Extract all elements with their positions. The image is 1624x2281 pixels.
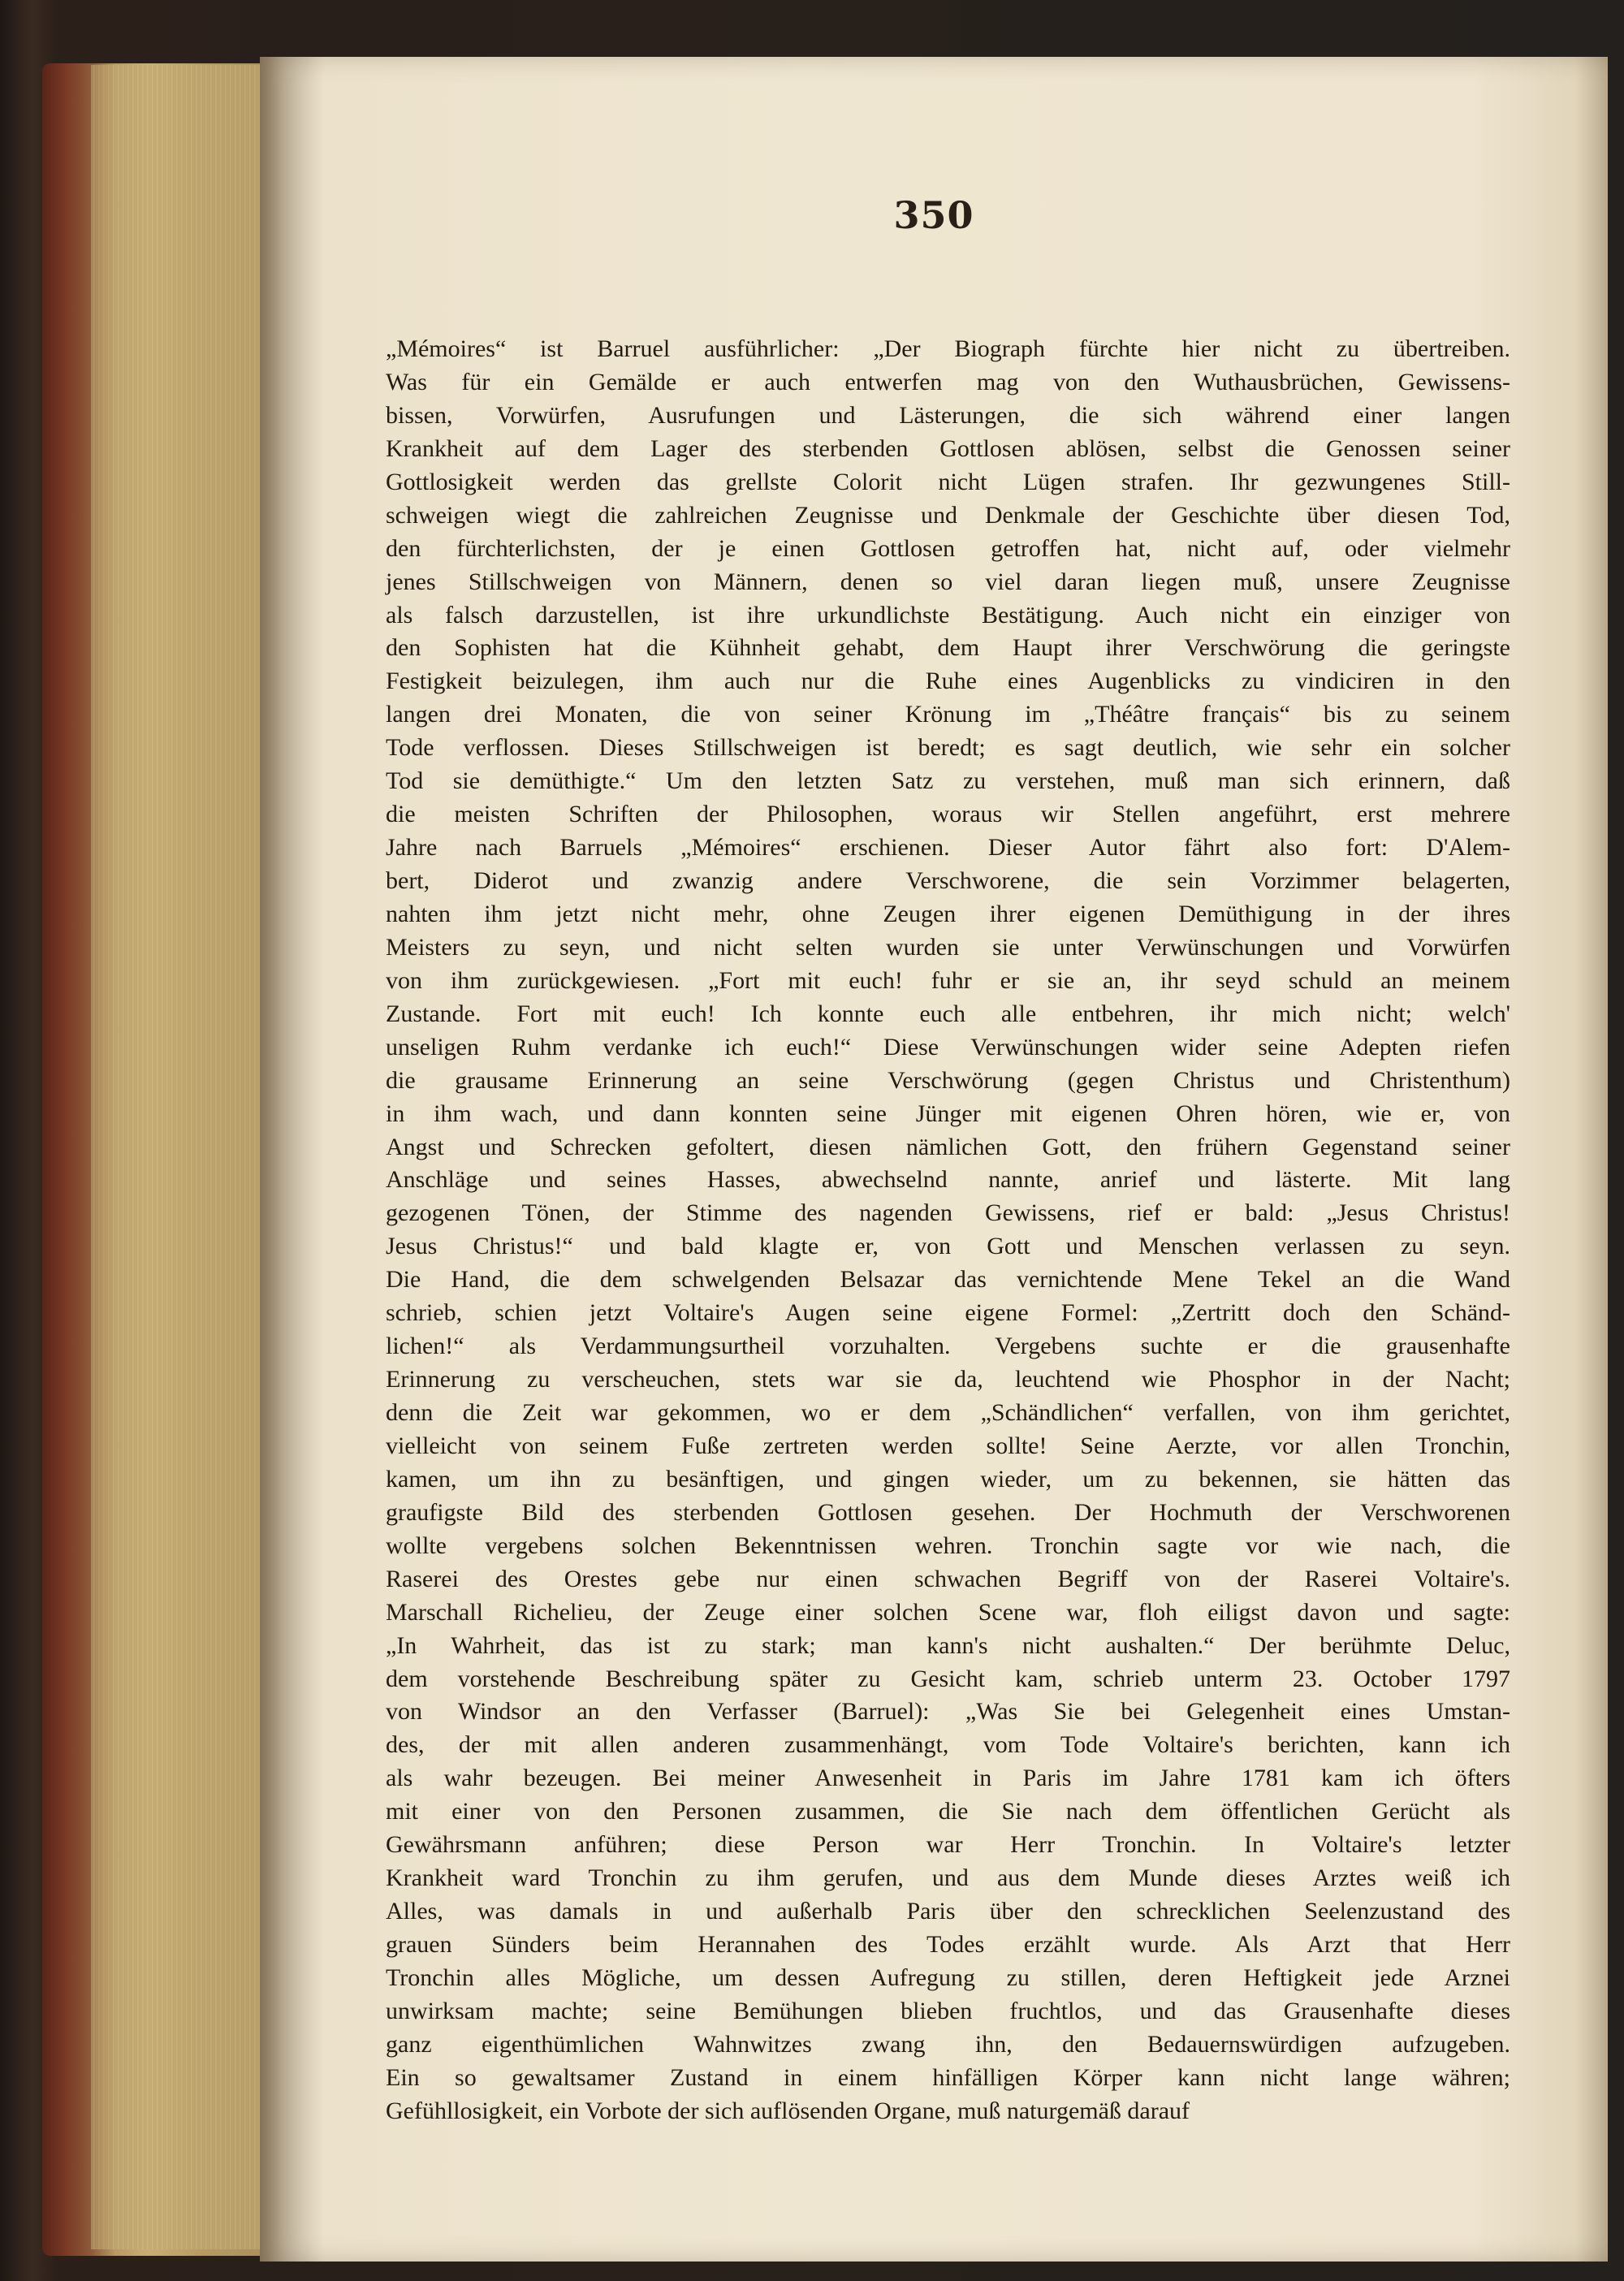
text-line: unwirksam machte; seine Bemühungen blieben fruchtlos, und das Grausenhafte dieses xyxy=(386,1997,1510,2024)
text-line: Gewährsmann anführen; diese Person war Herr Tronchin. In Voltaire's letzter xyxy=(386,1831,1510,1859)
text-line: grauen Sünders beim Herannahen des Todes erzählt wurde. Als Arzt that Herr xyxy=(386,1931,1510,1958)
text-line: Tronchin alles Mögliche, um dessen Aufregung zu stillen, deren Heftigkeit jede Arznei xyxy=(386,1963,1510,1991)
text-line: Tode verflossen. Dieses Stillschweigen ist beredt; es sagt deutlich, wie sehr ein solcher xyxy=(386,734,1510,762)
spine-shadow xyxy=(260,57,325,2262)
text-line: Was für ein Gemälde er auch entwerfen mag von den Wuthausbrüchen, Gewissens- xyxy=(386,368,1510,395)
text-line: Festigkeit beizulegen, ihm auch nur die Ruhe eines Augenblicks zu vindiciren in den xyxy=(386,667,1510,695)
text-line: Alles, was damals in und außerhalb Paris über den schrecklichen Seelenzustand des xyxy=(386,1898,1510,1925)
text-line: Erinnerung zu verscheuchen, stets war sie da, leuchtend wie Phosphor in der Nacht; xyxy=(386,1366,1510,1393)
text-line: Jesus Christus!“ und bald klagte er, von Gott und Menschen verlassen zu seyn. xyxy=(386,1233,1510,1260)
text-line: nahten ihm jetzt nicht mehr, ohne Zeugen ihrer eigenen Demüthigung in der ihres xyxy=(386,900,1510,927)
text-line: Ein so gewaltsamer Zustand in einem hinfälligen Körper kann nicht lange währen; xyxy=(386,2063,1510,2091)
text-line: von ihm zurückgewiesen. „Fort mit euch! fuhr er sie an, ihr seyd schuld an meinem xyxy=(386,966,1510,994)
text-line: Krankheit ward Tronchin zu ihm gerufen, und aus dem Munde dieses Arztes weiß ich xyxy=(386,1864,1510,1892)
text-line: den fürchterlichsten, der je einen Gottlosen getroffen hat, nicht auf, oder vielmehr xyxy=(386,534,1510,562)
page-edges xyxy=(91,65,278,2249)
page-right-edge xyxy=(1575,57,1608,2262)
page-number: 350 xyxy=(893,193,974,237)
text-line: „In Wahrheit, das ist zu stark; man kann's nicht aushalten.“ Der berühmte Deluc, xyxy=(386,1631,1510,1659)
book-page xyxy=(260,57,1608,2262)
text-line: Anschläge und seines Hasses, abwechselnd nannte, anrief und lästerte. Mit lang xyxy=(386,1166,1510,1194)
text-line: Zustande. Fort mit euch! Ich konnte euch alle entbehren, ihr mich nicht; welch' xyxy=(386,1000,1510,1027)
text-line: denn die Zeit war gekommen, wo er dem „Schändlichen“ verfallen, von ihm gerichtet, xyxy=(386,1399,1510,1426)
text-line: Gefühllosigkeit, ein Vorbote der sich auflösenden Organe, muß naturgemäß darauf xyxy=(386,2097,1190,2124)
text-line: „Mémoires“ ist Barruel ausführlicher: „Der Biograph fürchte hier nicht zu übertreiben. xyxy=(386,335,1510,362)
text-line: lichen!“ als Verdammungsurtheil vorzuhalten. Vergebens suchte er die grausenhafte xyxy=(386,1333,1510,1360)
text-line: jenes Stillschweigen von Männern, denen so viel daran liegen muß, unsere Zeugnisse xyxy=(386,568,1510,595)
text-line: gezogenen Tönen, der Stimme des nagenden Gewissens, rief er bald: „Jesus Christus! xyxy=(386,1199,1510,1227)
text-line: die meisten Schriften der Philosophen, woraus wir Stellen angeführt, erst mehrere xyxy=(386,801,1510,828)
text-line: kamen, um ihn zu besänftigen, und gingen wieder, um zu bekennen, sie hätten das xyxy=(386,1465,1510,1493)
text-line: mit einer von den Personen zusammen, die Sie nach dem öffentlichen Gerücht als xyxy=(386,1798,1510,1825)
text-line: von Windsor an den Verfasser (Barruel): „Was Sie bei Gelegenheit eines Umstan- xyxy=(386,1698,1510,1726)
text-line: Meisters zu seyn, und nicht selten wurden sie unter Verwünschungen und Vorwürfen xyxy=(386,933,1510,961)
text-line: Marschall Richelieu, der Zeuge einer solchen Scene war, floh eiligst davon und sagte: xyxy=(386,1598,1510,1626)
text-line: dem vorstehende Beschreibung später zu Gesicht kam, schrieb unterm 23. October 1797 xyxy=(386,1665,1510,1692)
text-line: als falsch darzustellen, ist ihre urkundlichste Bestätigung. Auch nicht ein einziger von xyxy=(386,601,1510,629)
text-line: Die Hand, die dem schwelgenden Belsazar das vernichtende Mene Tekel an die Wand xyxy=(386,1266,1510,1294)
text-line: in ihm wach, und dann konnten seine Jünger mit eigenen Ohren hören, wie er, von xyxy=(386,1099,1510,1127)
text-line: wollte vergebens solchen Bekenntnissen wehren. Tronchin sagte vor wie nach, die xyxy=(386,1531,1510,1559)
text-line: Gottlosigkeit werden das grellste Colorit nicht Lügen strafen. Ihr gezwungenes Still- xyxy=(386,468,1510,495)
text-line: den Sophisten hat die Kühnheit gehabt, dem Haupt ihrer Verschwörung die geringste xyxy=(386,634,1510,662)
text-line: ganz eigenthümlichen Wahnwitzes zwang ihn, den Bedauernswürdigen aufzugeben. xyxy=(386,2030,1510,2058)
text-line: Raserei des Orestes gebe nur einen schwachen Begriff von der Raserei Voltaire's. xyxy=(386,1565,1510,1592)
body-text xyxy=(386,333,1510,2128)
text-line: Tod sie demüthigte.“ Um den letzten Satz zu verstehen, muß man sich erinnern, daß xyxy=(386,767,1510,795)
text-line: bert, Diderot und zwanzig andere Verschworene, die sein Vorzimmer belagerten, xyxy=(386,867,1510,894)
text-line: bissen, Vorwürfen, Ausrufungen und Lästerungen, die sich während einer langen xyxy=(386,401,1510,429)
text-line: des, der mit allen anderen zusammenhängt, vom Tode Voltaire's berichten, kann ich xyxy=(386,1731,1510,1759)
text-line: schrieb, schien jetzt Voltaire's Augen seine eigene Formel: „Zertritt doch den Schänd- xyxy=(386,1299,1510,1327)
text-line: langen drei Monaten, die von seiner Krönung im „Théâtre français“ bis zu seinem xyxy=(386,701,1510,728)
text-line: die grausame Erinnerung an seine Verschwörung (gegen Christus und Christenthum) xyxy=(386,1066,1510,1094)
text-line: vielleicht von seinem Fuße zertreten werden sollte! Seine Aerzte, vor allen Tronchin, xyxy=(386,1432,1510,1459)
text-line: schweigen wiegt die zahlreichen Zeugnisse und Denkmale der Geschichte über diesen Tod, xyxy=(386,501,1510,529)
text-line: Krankheit auf dem Lager des sterbenden Gottlosen ablösen, selbst die Genossen seiner xyxy=(386,434,1510,462)
text-line: Angst und Schrecken gefoltert, diesen nämlichen Gott, den frühern Gegenstand seiner xyxy=(386,1133,1510,1160)
text-line: Jahre nach Barruels „Mémoires“ erschienen. Dieser Autor fährt also fort: D'Alem- xyxy=(386,834,1510,862)
text-line: unseligen Ruhm verdanke ich euch!“ Diese Verwünschungen wider seine Adepten riefen xyxy=(386,1033,1510,1061)
text-line: als wahr bezeugen. Bei meiner Anwesenheit in Paris im Jahre 1781 kam ich öfters xyxy=(386,1765,1510,1792)
text-line: graufigste Bild des sterbenden Gottlosen gesehen. Der Hochmuth der Verschworenen xyxy=(386,1498,1510,1526)
